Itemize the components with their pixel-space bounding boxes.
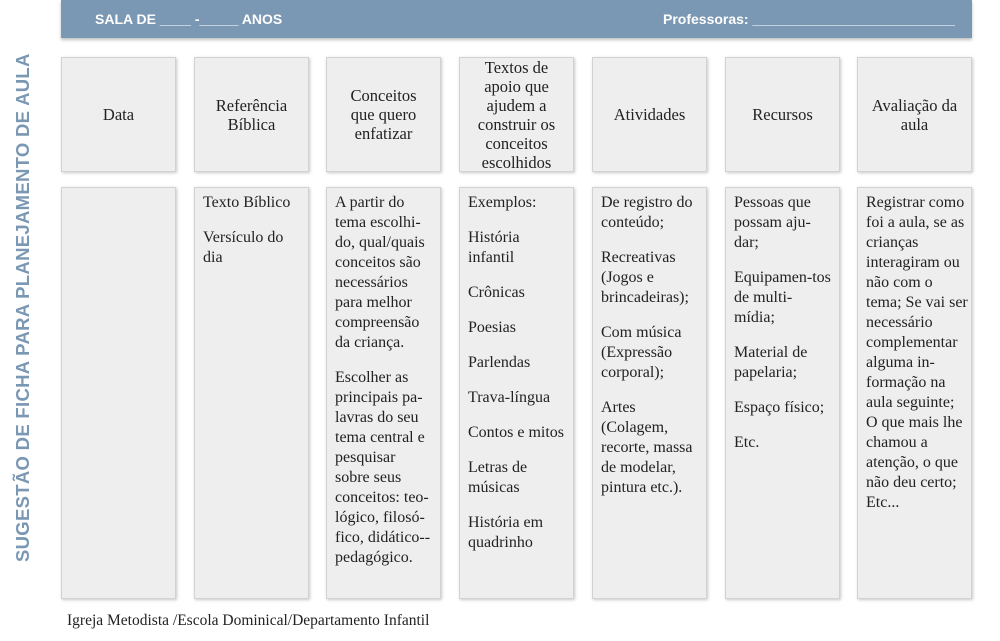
list-item: Com música (Expressão corporal); <box>601 324 682 381</box>
column-header-referencia: Referência Bíblica <box>194 57 309 172</box>
column-header-atividades: Atividades <box>592 57 707 172</box>
footer-text: Igreja Metodista /Escola Dominical/Departamento Infantil <box>67 612 430 629</box>
list-item: Crônicas <box>468 284 525 301</box>
list-item: Registrar como foi a aula, se as crianças interagiram ou não com o tema; Se vai ser necessário complementar alguma in-formação na aula seguinte; O que mais lhe chamou a atenção, o que não deu certo; Etc... <box>866 194 968 511</box>
list-item: Escolher as principais pa-lavras do seu tema central e pesquisar sobre seus conceitos: teo-lógico, filosó-fico, didático--pedagógico. <box>335 369 431 566</box>
list-item: Espaço físico; <box>734 399 825 416</box>
column-header-avaliacao: Avaliação da aula <box>857 57 972 172</box>
list-item: Equipamen-tos de multi-mídia; <box>734 269 831 326</box>
list-item: Etc. <box>734 434 760 451</box>
column-header-textos: Textos de apoio que ajudem a construir os conceitos escolhidos <box>459 57 574 172</box>
column-header-recursos: Recursos <box>725 57 840 172</box>
list-item: De registro do conteúdo; <box>601 194 693 231</box>
list-item: História infantil <box>468 229 520 266</box>
sala-label: SALA DE ____ -_____ ANOS <box>95 11 283 27</box>
list-item: Parlendas <box>468 354 531 371</box>
column-header-conceitos: Conceitos que quero enfatizar <box>326 57 441 172</box>
list-item: Texto Bíblico <box>203 194 291 211</box>
list-item: Versículo do dia <box>203 229 284 266</box>
professoras-label: Professoras: __________________________ <box>663 11 955 27</box>
list-item: A partir do tema escolhi-do, qual/quais conceitos são necessários para melhor compreensão da criança. <box>335 194 425 351</box>
list-item: Letras de músicas <box>468 459 528 496</box>
list-item: Trava-língua <box>468 389 551 406</box>
column-body-atividades <box>592 187 707 599</box>
list-item: Poesias <box>468 319 516 336</box>
column-body-avaliacao <box>857 187 972 599</box>
list-item: Material de papelaria; <box>734 344 808 381</box>
list-item: Pessoas que possam aju-dar; <box>734 194 811 251</box>
list-item: Artes (Colagem, recorte, massa de modelar, pintura etc.). <box>601 399 693 496</box>
list-item: Recreativas (Jogos e brincadeiras); <box>601 249 689 306</box>
side-title: SUGESTÃO DE FICHA PARA PLANEJAMENTO DE AULA <box>12 53 33 562</box>
column-body-referencia <box>194 187 309 599</box>
column-body-data <box>61 187 176 599</box>
column-body-textos <box>459 187 574 599</box>
column-header-data: Data <box>61 57 176 172</box>
column-body-recursos <box>725 187 840 599</box>
column-body-conceitos <box>326 187 441 599</box>
list-item: Contos e mitos <box>468 424 565 441</box>
list-item: Exemplos: <box>468 194 537 211</box>
list-item: História em quadrinho <box>468 514 544 551</box>
header-bar <box>61 0 972 38</box>
